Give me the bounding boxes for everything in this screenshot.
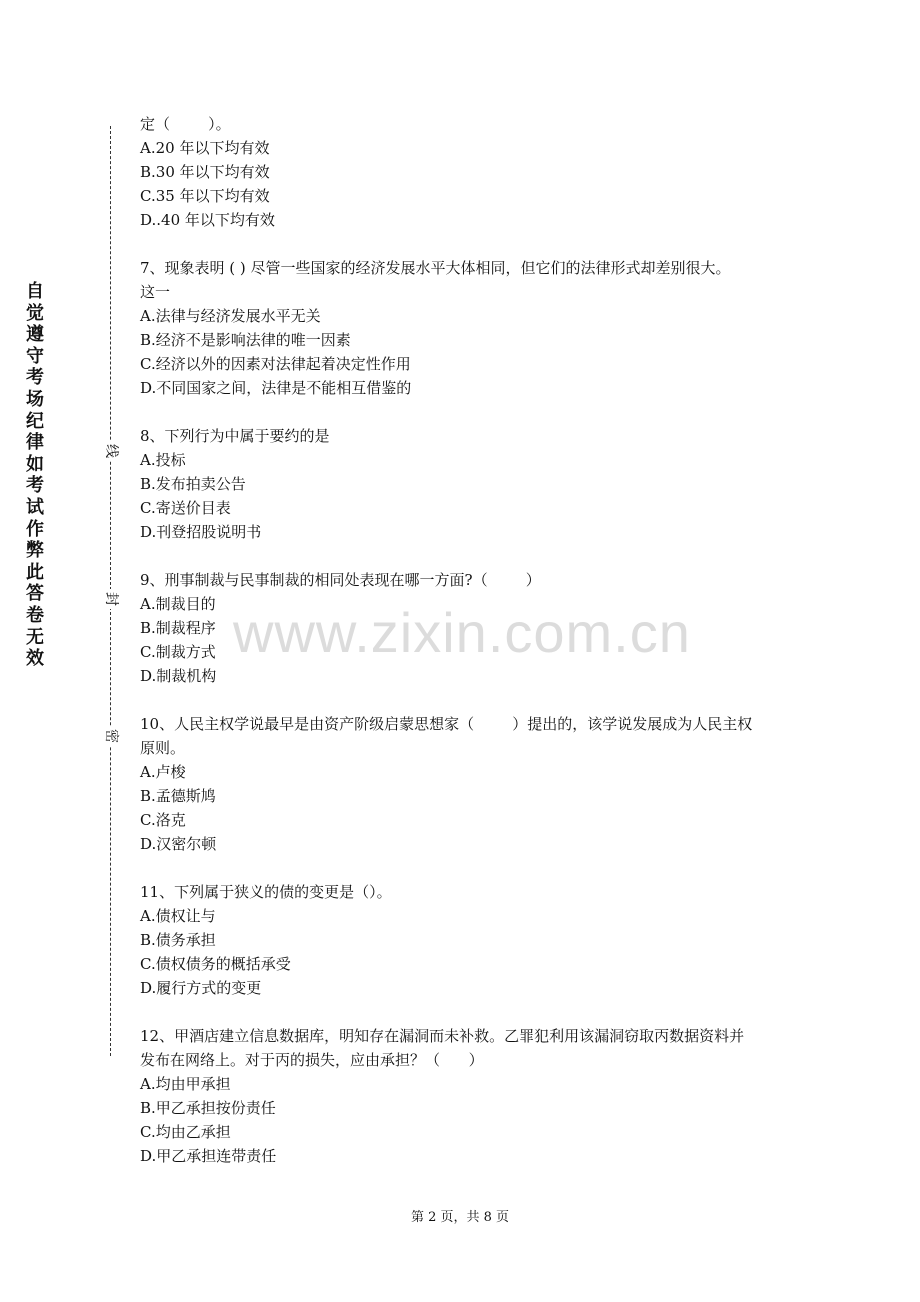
option-c: C.洛克 (140, 811, 186, 829)
question-block (140, 256, 790, 400)
option-c: C.债权债务的概括承受 (140, 955, 291, 973)
option-a: A.制裁目的 (140, 595, 216, 613)
notice-char: 考 (26, 367, 44, 389)
option-d: D.履行方式的变更 (140, 979, 262, 997)
question-block (140, 424, 790, 544)
seal-label-feng: 封 (102, 589, 120, 609)
option-d: D.甲乙承担连带责任 (140, 1147, 277, 1165)
notice-char: 遵 (26, 324, 44, 346)
notice-char: 效 (26, 648, 44, 670)
question-stem: 12、甲酒店建立信息数据库，明知存在漏洞而未补救。乙罪犯利用该漏洞窃取丙数据资料并 (140, 1027, 745, 1045)
notice-char: 自 (26, 281, 44, 302)
option-b: B.甲乙承担按份责任 (140, 1099, 276, 1117)
question-stem: 7、现象表明 ( ) 尽管一些国家的经济发展水平大体相同，但它们的法律形式却差别很大。 (140, 259, 731, 277)
notice-char: 试 (26, 496, 44, 518)
option-a: A.均由甲承担 (140, 1075, 231, 1093)
option-c: C.制裁方式 (140, 643, 216, 661)
notice-char: 守 (26, 345, 44, 367)
notice-char: 如 (26, 453, 44, 475)
option-d: D.制裁机构 (140, 667, 217, 685)
notice-char: 律 (26, 432, 44, 454)
notice-char: 卷 (26, 604, 44, 626)
option-d: D.汉密尔顿 (140, 835, 217, 853)
question-block (140, 1024, 790, 1168)
option-a: A.卢梭 (140, 763, 186, 781)
watermark: www.zixin.com.cn (233, 601, 691, 664)
option-b: B.制裁程序 (140, 619, 216, 637)
seal-label-mi: 密 (102, 726, 120, 746)
option-b: B.发布拍卖公告 (140, 475, 246, 493)
notice-char: 作 (26, 518, 44, 540)
option-c: C.寄送价目表 (140, 499, 231, 517)
option-a: A.20 年以下均有效 (140, 139, 270, 157)
option-a: A.债权让与 (140, 907, 216, 925)
option-d: D..40 年以下均有效 (140, 211, 275, 229)
option-d: D.刊登招股说明书 (140, 523, 262, 541)
notice-char: 场 (26, 388, 44, 410)
notice-char: 无 (26, 626, 44, 648)
option-b: B.债务承担 (140, 931, 216, 949)
question-stem: 原则。 (140, 739, 186, 757)
option-c: C.经济以外的因素对法律起着决定性作用 (140, 355, 411, 373)
question-stem: 11、下列属于狭义的债的变更是（）。 (140, 883, 392, 901)
option-c: C.均由乙承担 (140, 1123, 231, 1141)
question-list (140, 112, 790, 1168)
page-footer: 第 2 页，共 8 页 (410, 1210, 510, 1225)
notice-char: 考 (26, 475, 44, 497)
notice-char: 觉 (26, 302, 44, 324)
option-b: B.30 年以下均有效 (140, 163, 270, 181)
seal-label-xian: 线 (102, 441, 120, 461)
question-block (140, 712, 790, 856)
option-a: A.法律与经济发展水平无关 (140, 307, 321, 325)
question-stem: 这一 (140, 283, 171, 301)
exam-discipline-notice (22, 281, 48, 670)
question-stem: 8、下列行为中属于要约的是 (140, 427, 330, 445)
option-a: A.投标 (140, 451, 186, 469)
notice-char: 弊 (26, 540, 44, 562)
option-b: B.经济不是影响法律的唯一因素 (140, 331, 351, 349)
notice-char: 此 (26, 561, 44, 583)
option-c: C.35 年以下均有效 (140, 187, 270, 205)
option-b: B.孟德斯鸠 (140, 787, 216, 805)
option-d: D.不同国家之间，法律是不能相互借鉴的 (140, 379, 412, 397)
question-block (140, 880, 790, 1000)
question-stem: 定（ ）。 (140, 115, 231, 133)
question-stem: 发布在网络上。对于丙的损失，应由承担？（ ） (140, 1051, 484, 1069)
question-stem: 9、刑事制裁与民事制裁的相同处表现在哪一方面?（ ） (140, 571, 541, 589)
question-block (140, 568, 790, 688)
question-stem: 10、人民主权学说最早是由资产阶级启蒙思想家（ ）提出的，该学说发展成为人民主权 (140, 715, 753, 733)
prev-question-tail (140, 112, 790, 232)
notice-char: 答 (26, 583, 44, 605)
notice-char: 纪 (26, 410, 44, 432)
